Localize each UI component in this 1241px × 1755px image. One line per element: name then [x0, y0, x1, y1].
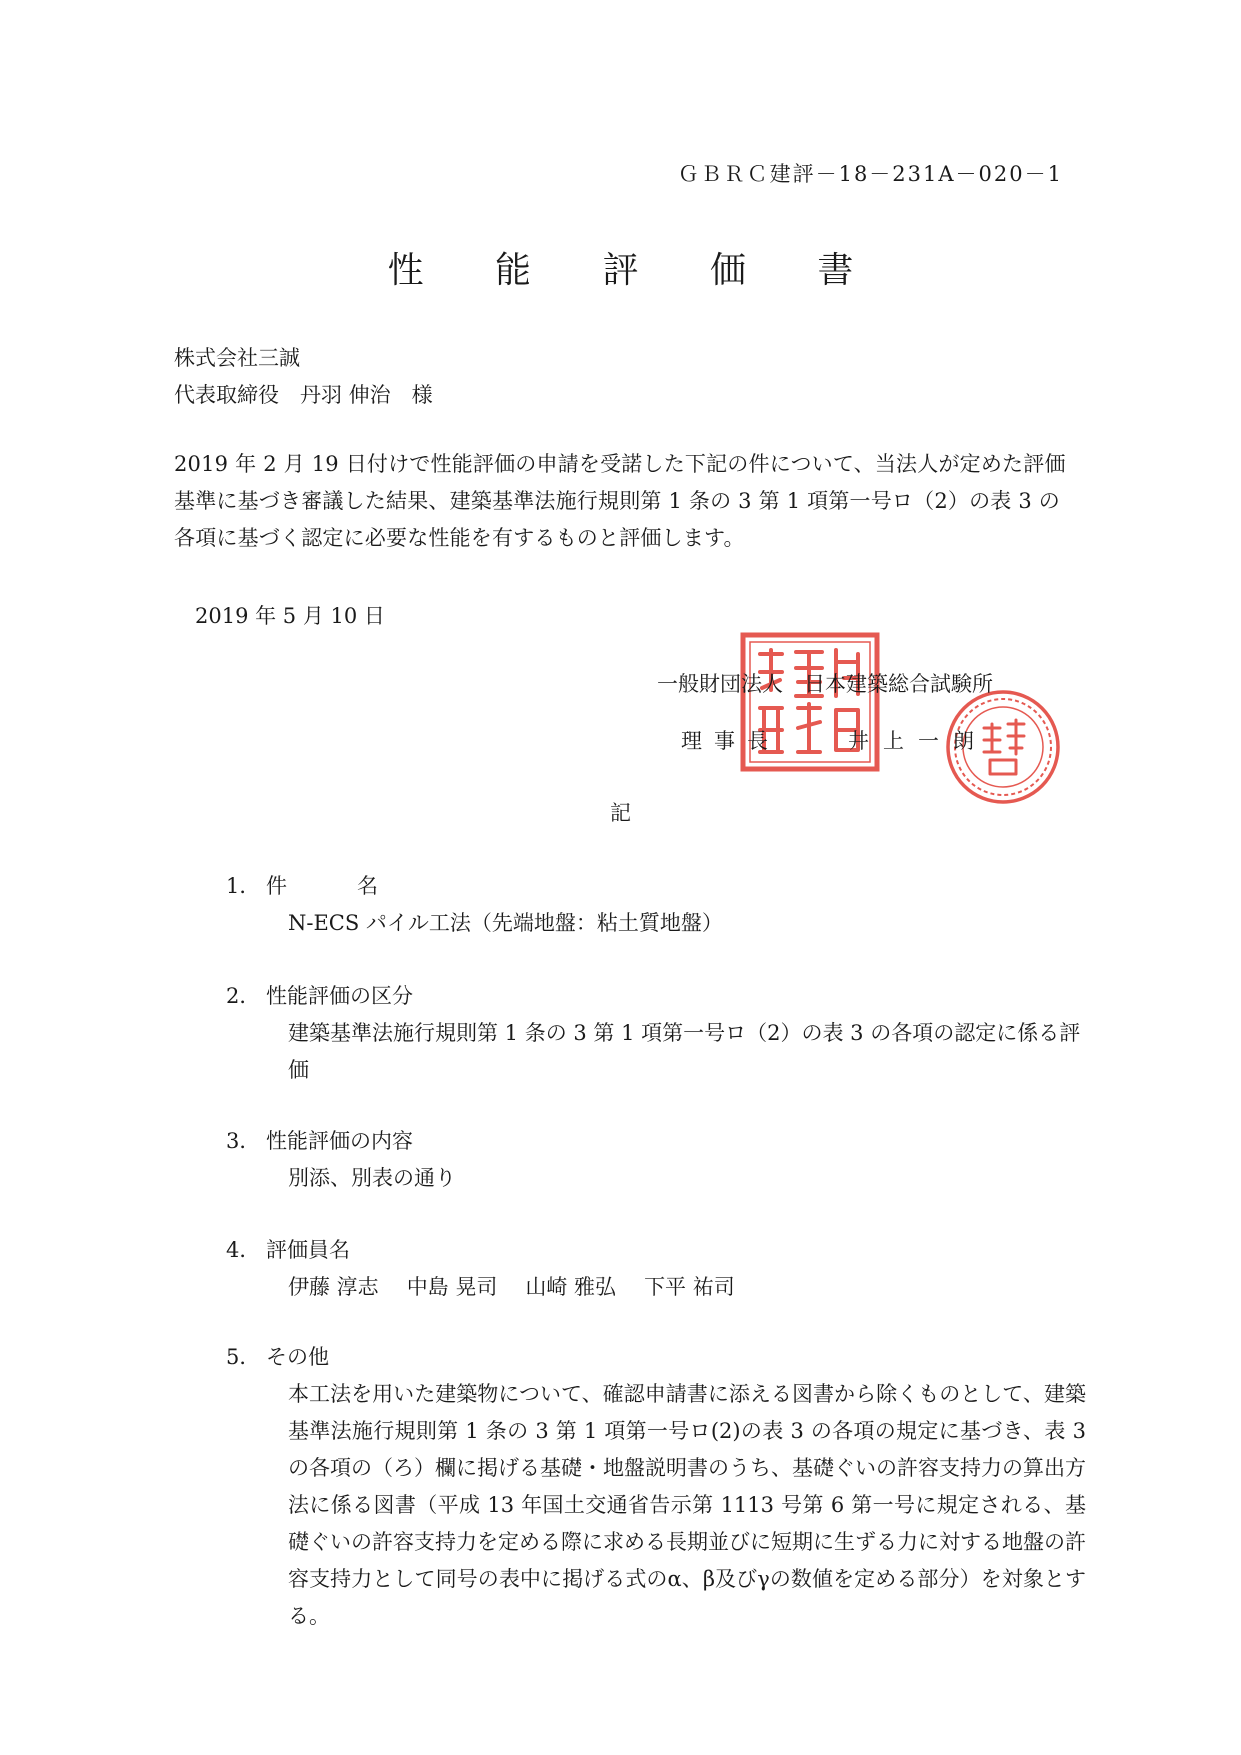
section-heading: [226, 1123, 1086, 1160]
section-content: 本工法を用いた建築物について、確認申請書に添える図書から除くものとして、建築基準法施行規則第 1 条の 3 第 1 項第一号ロ(2)の表 3 の各項の規定に基づき、表 3 の各項の（ろ）欄に掲げる基礎・地盤説明書のうち、基礎ぐいの許容支持力の算出方法に係る図書（平成 13 年国土交通省告示第 1113 号第 6 第一号に規定される、基礎ぐいの許容支持力を定める際に求める長期並びに短期に生ずる力に対する地盤の許容支持力として同号の表中に掲げる式のα、β及びγの数値を定める部分）を対象とする。: [288, 1382, 1086, 1628]
evaluator-name: 下平 祐司: [644, 1275, 735, 1299]
section-evaluation-category: [226, 978, 1086, 1089]
recipient-block: [174, 340, 433, 414]
evaluator-name: 中島 晃司: [406, 1275, 498, 1299]
section-evaluation-content: [226, 1123, 1086, 1197]
section-number: 2．: [226, 984, 261, 1008]
section-number: 5．: [226, 1345, 261, 1369]
section-other: [226, 1339, 1086, 1635]
section-number: 3．: [226, 1129, 261, 1153]
section-content: 別添、別表の通り: [288, 1166, 456, 1190]
evaluator-name: 山崎 雅弘: [525, 1275, 617, 1299]
issuer-name: 井上一朗: [848, 729, 988, 753]
recipient-representative: 代表取締役 丹羽 伸治 様: [174, 383, 433, 407]
issue-date: 2019 年 5 月 10 日: [195, 604, 385, 628]
issuer-signature-line: [681, 725, 988, 755]
section-content: 建築基準法施行規則第 1 条の 3 第 1 項第一号ロ（2）の表 3 の各項の認定に係る評価: [288, 1021, 1081, 1082]
section-project-name: [226, 868, 1086, 942]
recipient-company: 株式会社三誠: [174, 346, 300, 370]
issuer-title: 理事長: [681, 729, 780, 753]
section-number: 4．: [226, 1238, 261, 1262]
ki-marker: 記: [610, 801, 631, 825]
section-title: その他: [266, 1345, 329, 1369]
section-title: 評価員名: [266, 1238, 350, 1262]
section-title: 性能評価の区分: [266, 984, 413, 1008]
section-title: 性能評価の内容: [266, 1129, 413, 1153]
section-content: N-ECS パイル工法（先端地盤：粘土質地盤）: [288, 911, 723, 935]
document-number: ＧＢＲＣ建評－18－231A－020－1: [677, 162, 1063, 186]
section-heading: [226, 978, 1086, 1015]
section-heading: [226, 868, 1086, 905]
evaluator-name: 伊藤 淳志: [288, 1275, 379, 1299]
section-title: 件名: [266, 874, 448, 898]
section-evaluators: [226, 1232, 1086, 1306]
section-number: 1．: [226, 874, 261, 898]
evaluator-list: [226, 1269, 1086, 1306]
issuer-organization: 一般財団法人 日本建築総合試験所: [657, 672, 993, 696]
evaluation-statement: 2019 年 2 月 19 日付けで性能評価の申請を受諾した下記の件について、当法人が定めた評価基準に基づき審議した結果、建築基準法施行規則第 1 条の 3 第 1 項第一号ロ（2）の表 3 の各項に基づく認定に必要な性能を有するものと評価します。: [174, 452, 1066, 550]
section-heading: [226, 1339, 1086, 1376]
section-heading: [226, 1232, 1086, 1269]
document-title: 性 能 評 価 書: [387, 250, 884, 291]
